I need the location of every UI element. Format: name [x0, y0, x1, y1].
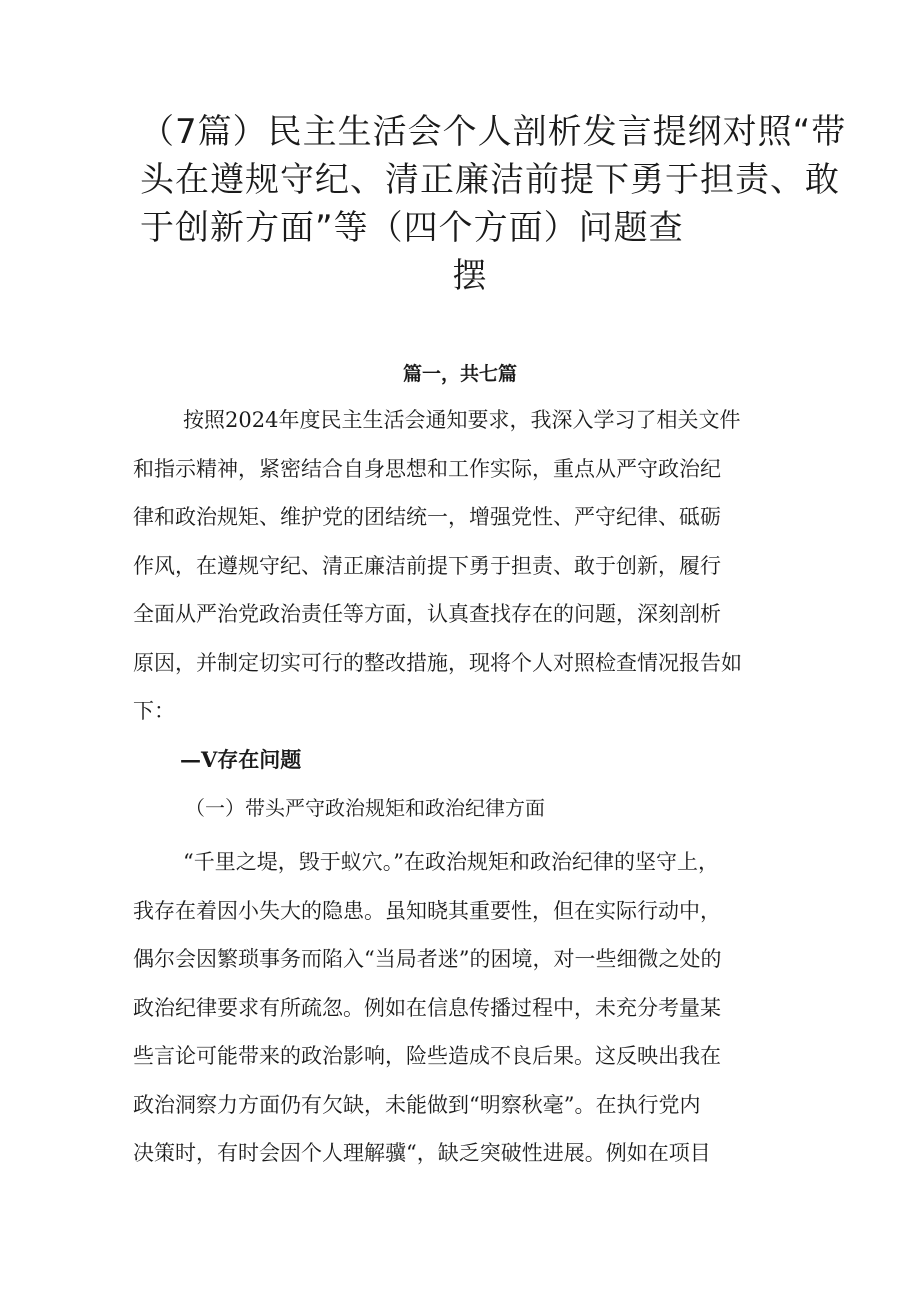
document-title: [140, 108, 847, 300]
paragraph-line: 下：: [133, 699, 175, 723]
title-line: 于创新方面”等（四个方面）问题查: [140, 208, 684, 248]
section-heading: —V存在问题: [180, 747, 302, 772]
body-paragraph: [133, 838, 793, 1178]
section-label: 篇一，共七篇: [402, 363, 517, 385]
paragraph-line: 作风，在遵规守纪、清正廉洁前提下勇于担责、敢于创新，履行: [133, 553, 721, 578]
intro-paragraph: [133, 396, 793, 736]
paragraph-line: 偶尔会因繁琐事务而陷入“当局者迷”的困境，对一些细微之处的: [133, 947, 722, 971]
paragraph-line: 按照2024年度民主生活会通知要求，我深入学习了相关文件: [183, 408, 741, 432]
title-line: （7篇）民主生活会个人剖析发言提纲对照“带: [140, 112, 847, 152]
title-line: 头在遵规守纪、清正廉洁前提下勇于担责、敢: [140, 160, 840, 200]
title-line: 摆: [452, 256, 488, 296]
paragraph-line: 决策时，有时会因个人理解骥“，缺乏突破性进展。例如在项目: [133, 1141, 711, 1165]
paragraph-line: “千里之堤，毁于蚁穴。”在政治规矩和政治纪律的坚守上，: [183, 850, 719, 874]
paragraph-line: 原因，并制定切实可行的整改措施，现将个人对照检查情况报告如: [133, 650, 742, 675]
paragraph-line: 些言论可能带来的政治影响，险些造成不良后果。这反映出我在: [133, 1044, 721, 1068]
paragraph-line: 律和政治规矩、维护党的团结统一，增强党性、严守纪律、砥砺: [133, 505, 721, 529]
paragraph-line: 和指示精神，紧密结合自身思想和工作实际，重点从严守政治纪: [133, 456, 721, 481]
paragraph-line: 政治纪律要求有所疏忽。例如在信息传播过程中，未充分考量某: [133, 995, 721, 1020]
subsection-heading: （一）带头严守政治规矩和政治纪律方面: [185, 796, 545, 820]
paragraph-line: 全面从严治党政治责任等方面，认真查找存在的问题，深刻剖析: [133, 602, 721, 626]
paragraph-line: 政治洞察力方面仍有欠缺，未能做到“明察秋毫”。在执行党内: [133, 1092, 701, 1117]
paragraph-line: 我存在着因小失大的隐患。虽知晓其重要性，但在实际行动中，: [133, 898, 721, 923]
